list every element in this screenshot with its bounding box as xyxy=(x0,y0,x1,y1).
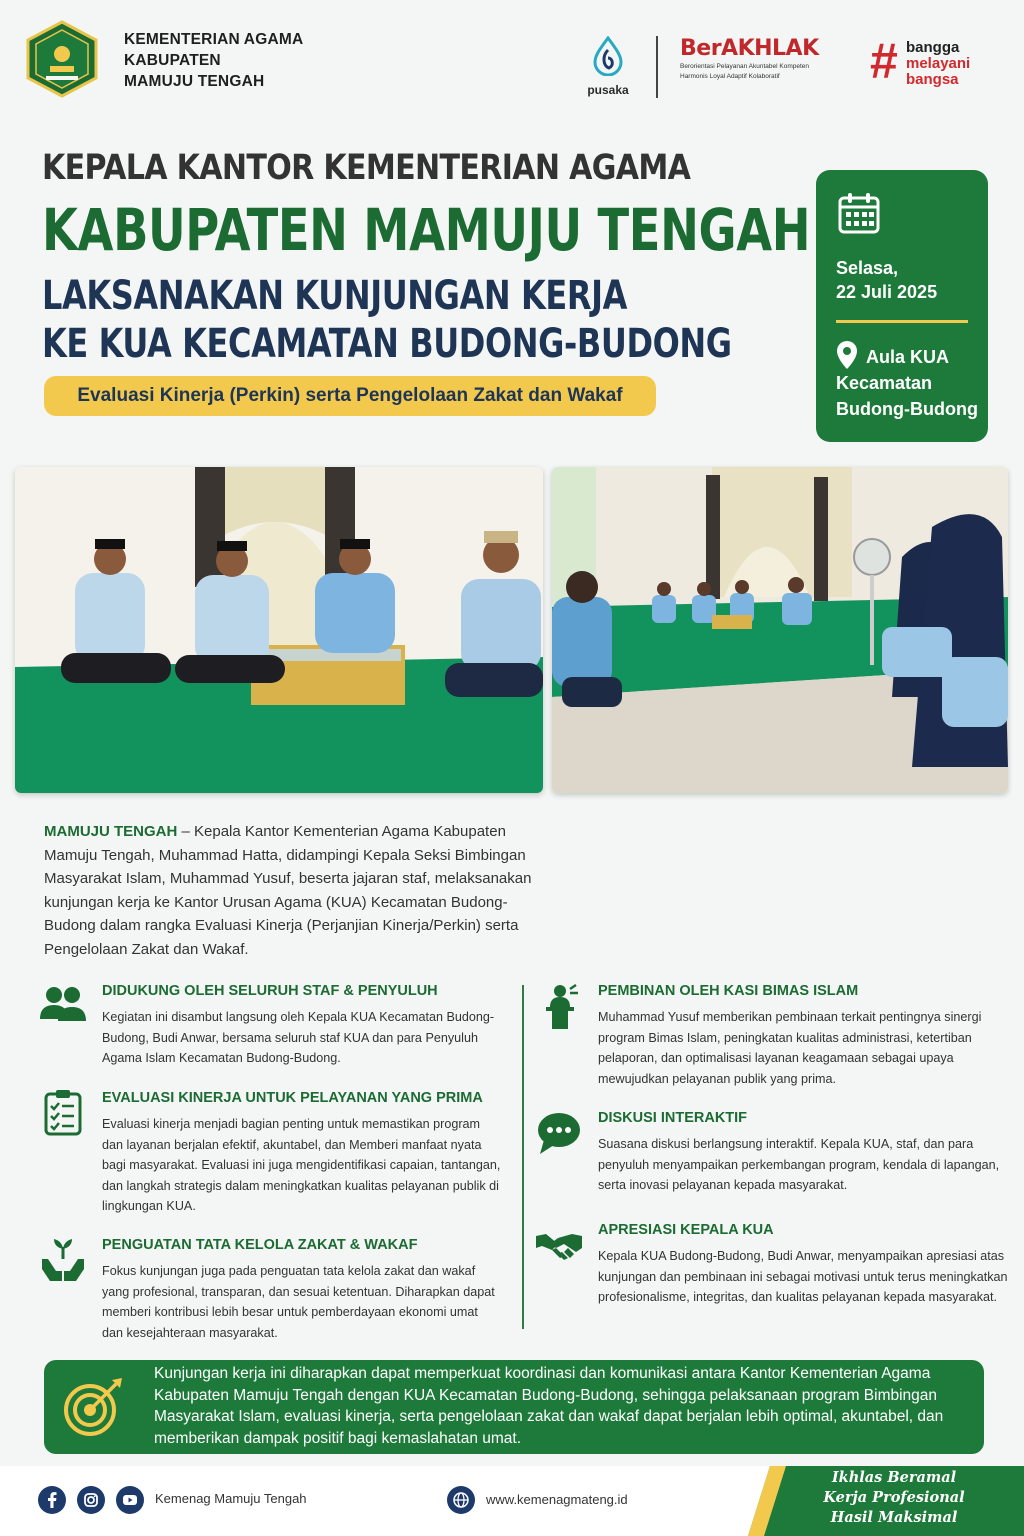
section-title: DISKUSI INTERAKTIF xyxy=(598,1110,748,1126)
section-body: Evaluasi kinerja menjadi bagian penting untuk memastikan program dan layanan berjalan efektif, akuntabel, dan Memberi manfaat nyata bagi masyarakat. Evaluasi ini juga mengidentifikasi capaian, tantangan, dan langkah strategis dalam meningkatkan kualitas pelayanan publik di lingkungan KUA. xyxy=(102,1117,501,1213)
headline-line-2: KABUPATEN MAMUJU TENGAH xyxy=(42,196,811,264)
slogan-line-3: Hasil Maksimal xyxy=(830,1509,958,1526)
hands-plant-icon xyxy=(40,1237,86,1283)
social-account-name: Kemenag Mamuju Tengah xyxy=(155,1491,307,1506)
org-line-1: KEMENTERIAN AGAMA xyxy=(124,31,304,48)
section-title: PENGUATAN TATA KELOLA ZAKAT & WAKAF xyxy=(102,1237,418,1253)
slogan-line-2: Kerja Profesional xyxy=(823,1489,965,1506)
column-divider xyxy=(522,985,524,1329)
org-line-3: MAMUJU TENGAH xyxy=(124,73,265,90)
subtitle-badge: Evaluasi Kinerja (Perkin) serta Pengelolaan Zakat dan Wakaf xyxy=(44,376,656,416)
kemenag-emblem-logo xyxy=(24,20,100,98)
section-body: Kepala KUA Budong-Budong, Budi Anwar, menyampaikan apresiasi atas kunjungan dan pembinaan ini sebagai motivasi untuk terus meningkatkan profesionalisme, integritas, dan kualitas pelayanan kepada masyarakat. xyxy=(598,1249,1008,1304)
location-line-1: Aula KUA xyxy=(866,347,950,367)
handshake-icon xyxy=(536,1222,582,1268)
section-body: Suasana diskusi berlangsung interaktif. Kepala KUA, staf, dan para penyuluh menyampaikan perkembangan program, kendala di lapangan, serta inovasi pelayanan kepada masyarakat. xyxy=(598,1137,1000,1192)
event-info-card xyxy=(816,170,988,442)
section-title: APRESIASI KEPALA KUA xyxy=(598,1222,774,1238)
chat-bubble-icon xyxy=(536,1110,582,1156)
intro-body: – Kepala Kantor Kementerian Agama Kabupaten Mamuju Tengah, Muhammad Hatta, didampingi Kepala Seksi Bimbingan Masyarakat Islam, Muhammad Yusuf, beserta jajaran staf, melaksanakan kunjungan kerja ke Kantor Urusan Agama (KUA) Kecamatan Budong-Budong dalam rangka Evaluasi Kinerja (Perjanjian Kinerja/Perkin) serta Pengelolaan Zakat dan Wakaf. xyxy=(44,823,532,958)
section-body: Fokus kunjungan juga pada penguatan tata kelola zakat dan wakaf yang profesional, transparan, dan sesuai ketentuan. Diharapkan dapat memberi kontribusi lebih besar untuk pemberdayaan ekonomi umat dan kesejahteraan masyarakat. xyxy=(102,1264,495,1340)
speaker-podium-icon xyxy=(536,983,582,1029)
berakhlak-sub-1: Berorientasi Pelayanan Akuntabel Kompeten xyxy=(680,63,810,70)
section-body: Kegiatan ini disambut langsung oleh Kepala KUA Kecamatan Budong-Budong, Budi Anwar, bersama seluruh staf KUA dan para Penyuluh Agama Islam Kecamatan Budong-Budong. xyxy=(102,1010,495,1065)
location-line-3: Budong-Budong xyxy=(836,399,978,419)
organization-name xyxy=(124,29,384,92)
org-line-2: KABUPATEN xyxy=(124,52,221,69)
clipboard-checklist-icon xyxy=(40,1090,86,1136)
headline-line-4: KE KUA KECAMATAN BUDONG-BUDONG xyxy=(42,321,732,367)
pusaka-label: pusaka xyxy=(587,83,629,97)
event-divider xyxy=(836,320,968,323)
footer xyxy=(0,1466,1024,1536)
people-icon xyxy=(40,983,86,1029)
youtube-icon[interactable] xyxy=(116,1486,144,1514)
bangga-line-1: bangga xyxy=(906,39,960,56)
section-body: Muhammad Yusuf memberikan pembinaan terkait pentingnya sinergi program Bimas Islam, peningkatan kualitas administrasi, ketertiban pelaporan, dan optimalisasi layanan keagamaan sebagai upaya mewujudkan pelayanan publik yang prima. xyxy=(598,1010,982,1086)
berakhlak-sub-2: Harmonis Loyal Adaptif Kolaboratif xyxy=(680,73,780,80)
website-link[interactable]: www.kemenagmateng.id xyxy=(486,1492,628,1507)
target-icon xyxy=(62,1376,124,1438)
section-title: DIDUKUNG OLEH SELURUH STAF & PENYULUH xyxy=(102,983,438,999)
conclusion-box xyxy=(44,1360,984,1454)
pusaka-drop-icon xyxy=(591,36,625,76)
conclusion-text: Kunjungan kerja ini diharapkan dapat memperkuat koordinasi dan komunikasi antara Kantor Kementerian Agama Kabupaten Mamuju Tengah dengan KUA Kecamatan Budong-Budong, sehingga pelaksanaan program Bimbingan Masyarakat Islam, evaluasi kinerja, serta pengelolaan zakat dan wakaf dapat berjalan lebih optimal, akuntabel, dan memberikan dampak positif bagi kemaslahatan umat. xyxy=(154,1365,944,1447)
meeting-photo-1 xyxy=(15,467,543,793)
headline-line-1: KEPALA KANTOR KEMENTERIAN AGAMA xyxy=(42,148,691,188)
berakhlak-logo xyxy=(680,36,840,81)
event-day: Selasa, xyxy=(836,258,899,278)
location-line-2: Kecamatan xyxy=(836,373,933,393)
facebook-icon[interactable] xyxy=(38,1486,66,1514)
header-divider xyxy=(656,36,658,98)
bangga-line-3: bangsa xyxy=(906,71,959,88)
headline-line-3: LAKSANAKAN KUNJUNGAN KERJA xyxy=(42,273,627,319)
calendar-icon xyxy=(838,192,880,234)
globe-icon[interactable] xyxy=(447,1486,475,1514)
event-date: 22 Juli 2025 xyxy=(836,282,938,302)
event-location xyxy=(836,344,986,422)
intro-dateline: MAMUJU TENGAH xyxy=(44,823,178,840)
slogan-line-1: Ikhlas Beramal xyxy=(831,1469,957,1486)
intro-paragraph xyxy=(44,820,544,961)
section-title: PEMBINAN OLEH KASI BIMAS ISLAM xyxy=(598,983,859,999)
bangga-line-2: melayani xyxy=(906,55,971,72)
slogan-text xyxy=(776,1468,1012,1528)
bangga-hash: # xyxy=(870,33,898,89)
section-title: EVALUASI KINERJA UNTUK PELAYANAN YANG PRIMA xyxy=(102,1090,483,1106)
instagram-icon[interactable] xyxy=(77,1486,105,1514)
berakhlak-title: BerAKHLAK xyxy=(680,36,819,61)
pusaka-logo xyxy=(584,36,632,97)
headline-line-3-4 xyxy=(42,272,732,368)
meeting-photo-2 xyxy=(552,467,1008,793)
